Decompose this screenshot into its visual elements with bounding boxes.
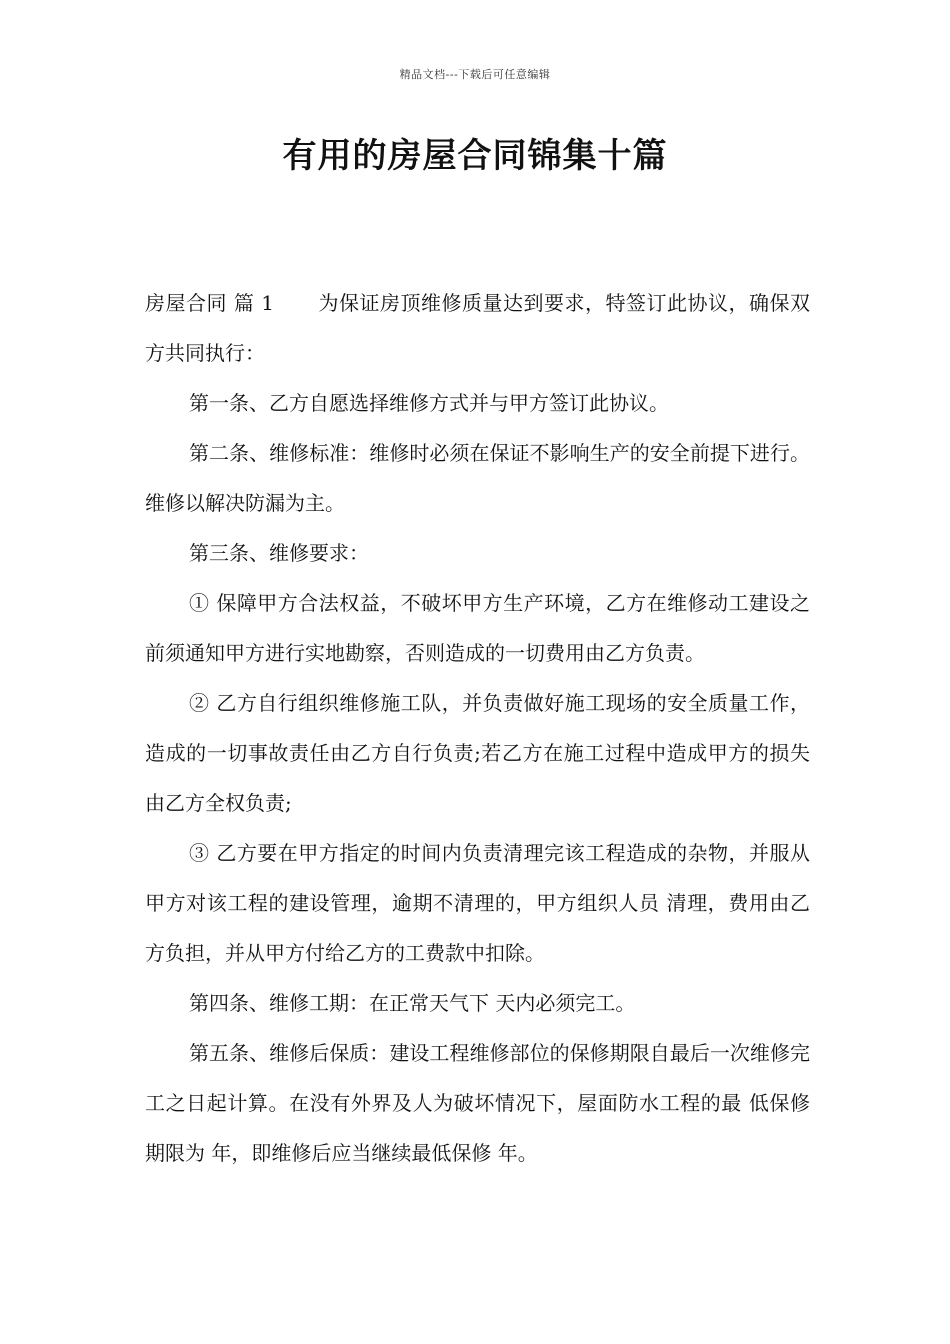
requirement-3: ③ 乙方要在甲方指定的时间内负责清理完该工程造成的杂物，并服从甲方对该工程的建设管理，逾期不清理的，甲方组织人员 清理，费用由乙方负担，并从甲方付给乙方的工费款中扣除。 — [145, 841, 810, 965]
section-label: 房屋合同 篇 1 — [145, 291, 274, 315]
article-2: 第二条、维修标准：维修时必须在保证不影响生产的安全前提下进行。维修以解决防漏为主。 — [145, 441, 810, 515]
requirement-2: ② 乙方自行组织维修施工队，并负责做好施工现场的安全质量工作，造成的一切事故责任由乙方自行负责;若乙方在施工过程中造成甲方的损失由乙方全权负责; — [145, 691, 810, 815]
article-4: 第四条、维修工期：在正常天气下 天内必须完工。 — [189, 991, 636, 1015]
page-header: 精品文档---下载后可任意编辑 — [399, 68, 551, 81]
intro-paragraph — [145, 278, 810, 378]
document-title: 有用的房屋合同锦集十篇 — [282, 136, 668, 176]
article-3: 第三条、维修要求： — [189, 541, 369, 565]
document-body — [145, 278, 810, 1178]
article-5: 第五条、维修后保质：建设工程维修部位的保修期限自最后一次维修完工之日起计算。在没有外界及人为破坏情况下，屋面防水工程的最 低保修期限为 年，即维修后应当继续最低保修 年。 — [145, 1041, 810, 1165]
requirement-1: ① 保障甲方合法权益，不破坏甲方生产环境，乙方在维修动工建设之前须通知甲方进行实地勘察，否则造成的一切费用由乙方负责。 — [145, 591, 810, 665]
article-1: 第一条、乙方自愿选择维修方式并与甲方签订此协议。 — [189, 391, 669, 415]
intro-text: 为保证房顶维修质量达到要求，特签订此协议，确保双方共同执行： — [145, 291, 810, 365]
